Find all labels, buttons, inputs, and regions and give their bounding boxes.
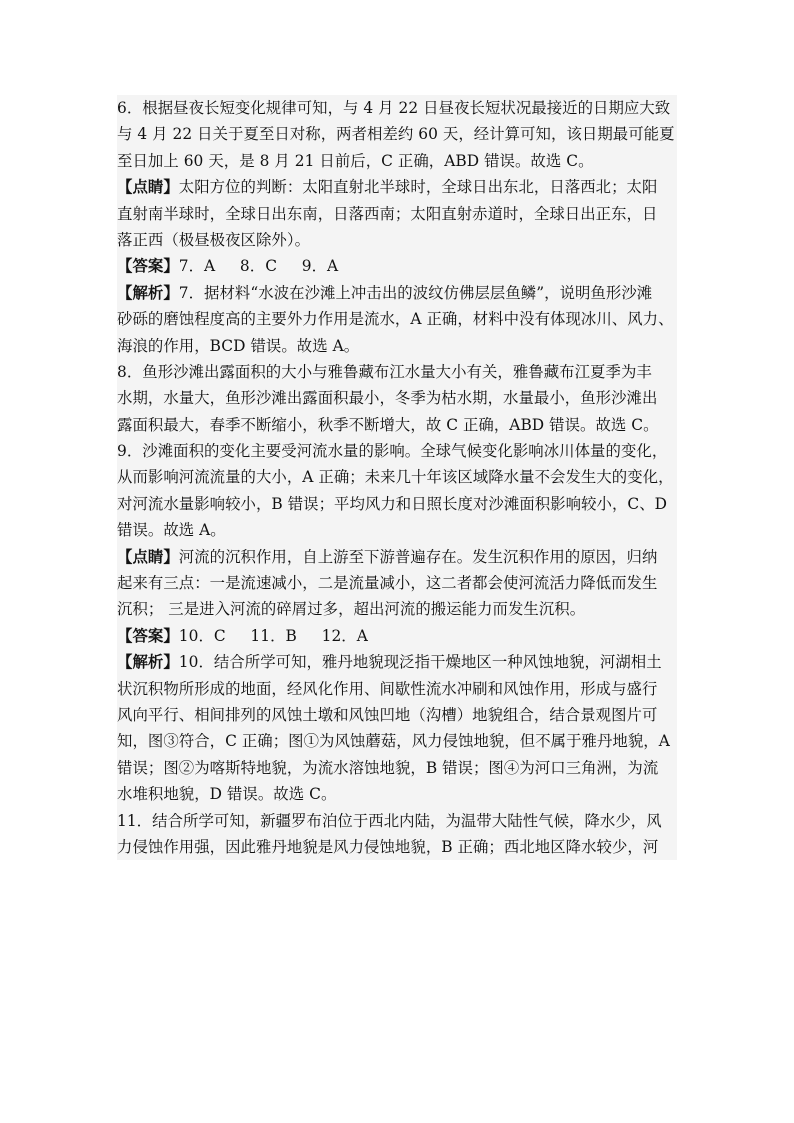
line-tag: 【点睛】 bbox=[117, 547, 179, 566]
text-line bbox=[117, 676, 677, 702]
line-text: 10．C 11．B 12．A bbox=[178, 626, 368, 645]
text-line bbox=[117, 808, 677, 834]
text-line bbox=[117, 781, 677, 807]
line-tag: 【点睛】 bbox=[117, 178, 179, 197]
text-line bbox=[117, 148, 677, 174]
line-text: 落正西（极昼极夜区除外）。 bbox=[117, 230, 311, 249]
text-line bbox=[117, 596, 677, 622]
line-text: 从而影响河流流量的大小，A 正确；未来几十年该区域降水量不会发生大的变化， bbox=[117, 468, 674, 487]
line-tag: 【答案】 bbox=[117, 626, 179, 645]
text-line bbox=[117, 306, 677, 332]
line-text: 至日加上 60 天，是 8 月 21 日前后，C 正确，ABD 错误。故选 C。 bbox=[117, 151, 594, 170]
text-line bbox=[117, 412, 677, 438]
line-text: 水期，水量大，鱼形沙滩出露面积最小，冬季为枯水期，水量最小，鱼形沙滩出 bbox=[117, 389, 658, 408]
text-line bbox=[117, 649, 677, 675]
line-text: 河流的沉积作用，自上游至下游普遍存在。发生沉积作用的原因，归纳 bbox=[178, 547, 658, 566]
line-text: 露面积最大，春季不断缩小，秋季不断增大，故 C 正确，ABD 错误。故选 C。 bbox=[117, 415, 659, 434]
line-text: 风向平行、相间排列的风蚀土墩和风蚀凹地（沟槽）地貌组合，结合景观图片可 bbox=[117, 705, 658, 724]
line-text: 8．鱼形沙滩出露面积的大小与雅鲁藏布江水量大小有关，雅鲁藏布江夏季为丰 bbox=[117, 362, 652, 381]
answer-explanation-block bbox=[117, 95, 677, 860]
text-line bbox=[117, 517, 677, 543]
text-line bbox=[117, 253, 677, 279]
line-text: 水堆积地貌，D 错误。故选 C。 bbox=[117, 785, 337, 804]
line-text: 砂砾的磨蚀程度高的主要外力作用是流水，A 正确，材料中没有体现冰川、风力、 bbox=[117, 310, 674, 329]
text-line bbox=[117, 121, 677, 147]
line-tag: 【解析】 bbox=[117, 283, 179, 302]
text-line bbox=[117, 491, 677, 517]
line-text: 太阳方位的判断：太阳直射北半球时，全球日出东北，日落西北；太阳 bbox=[178, 178, 658, 197]
line-text: 对河流水量影响较小，B 错误；平均风力和日照长度对沙滩面积影响较小，C、D bbox=[117, 494, 668, 513]
line-text: 海浪的作用，BCD 错误。故选 A。 bbox=[117, 336, 360, 355]
text-line bbox=[117, 174, 677, 200]
line-text: 沉积； 三是进入河流的碎屑过多，超出河流的搬运能力而发生沉积。 bbox=[117, 600, 586, 619]
text-line bbox=[117, 333, 677, 359]
line-text: 知，图③符合，C 正确；图①为风蚀蘑菇，风力侵蚀地貌，但不属于雅丹地貌，A bbox=[117, 732, 670, 751]
line-text: 9．沙滩面积的变化主要受河流水量的影响。全球气候变化影响冰川体量的变化， bbox=[117, 442, 668, 461]
text-line bbox=[117, 728, 677, 754]
line-text: 错误；图②为喀斯特地貌，为流水溶蚀地貌，B 错误；图④为河口三角洲，为流 bbox=[117, 758, 659, 777]
line-tag: 【答案】 bbox=[117, 257, 179, 276]
line-text: 6．根据昼夜长短变化规律可知，与 4 月 22 日昼夜长短状况最接近的日期应大致 bbox=[117, 99, 671, 117]
text-line bbox=[117, 623, 677, 649]
text-line bbox=[117, 201, 677, 227]
line-text: 7．A 8．C 9．A bbox=[178, 257, 339, 276]
text-line bbox=[117, 385, 677, 411]
text-line bbox=[117, 359, 677, 385]
text-line bbox=[117, 570, 677, 596]
text-line bbox=[117, 280, 677, 306]
text-line bbox=[117, 438, 677, 464]
line-text: 力侵蚀作用强，因此雅丹地貌是风力侵蚀地貌，B 正确；西北地区降水较少，河 bbox=[117, 837, 659, 856]
line-text: 与 4 月 22 日关于夏至日对称，两者相差约 60 天，经计算可知，该日期最可能夏 bbox=[117, 125, 675, 144]
text-line bbox=[117, 544, 677, 570]
text-line bbox=[117, 702, 677, 728]
line-text: 直射南半球时，全球日出东南，日落西南；太阳直射赤道时，全球日出正东，日 bbox=[117, 204, 658, 223]
text-line bbox=[117, 464, 677, 490]
line-text: 状沉积物所形成的地面，经风化作用、间歇性流水冲刷和风蚀作用，形成与盛行 bbox=[117, 679, 658, 698]
text-line bbox=[117, 95, 677, 121]
text-line bbox=[117, 227, 677, 253]
line-text: 7．据材料“水波在沙滩上冲击出的波纹仿佛层层鱼鳞”，说明鱼形沙滩 bbox=[178, 283, 653, 302]
line-tag: 【解析】 bbox=[117, 653, 179, 672]
line-text: 起来有三点：一是流速减小，二是流量减小，这二者都会使河流活力降低而发生 bbox=[117, 574, 658, 593]
line-text: 10．结合所学可知，雅丹地貌现泛指干燥地区一种风蚀地貌，河湖相土 bbox=[178, 653, 662, 672]
line-text: 错误。故选 A。 bbox=[117, 521, 226, 540]
text-line bbox=[117, 834, 677, 860]
line-text: 11．结合所学可知，新疆罗布泊位于西北内陆，为温带大陆性气候，降水少，风 bbox=[117, 811, 662, 830]
text-line bbox=[117, 755, 677, 781]
